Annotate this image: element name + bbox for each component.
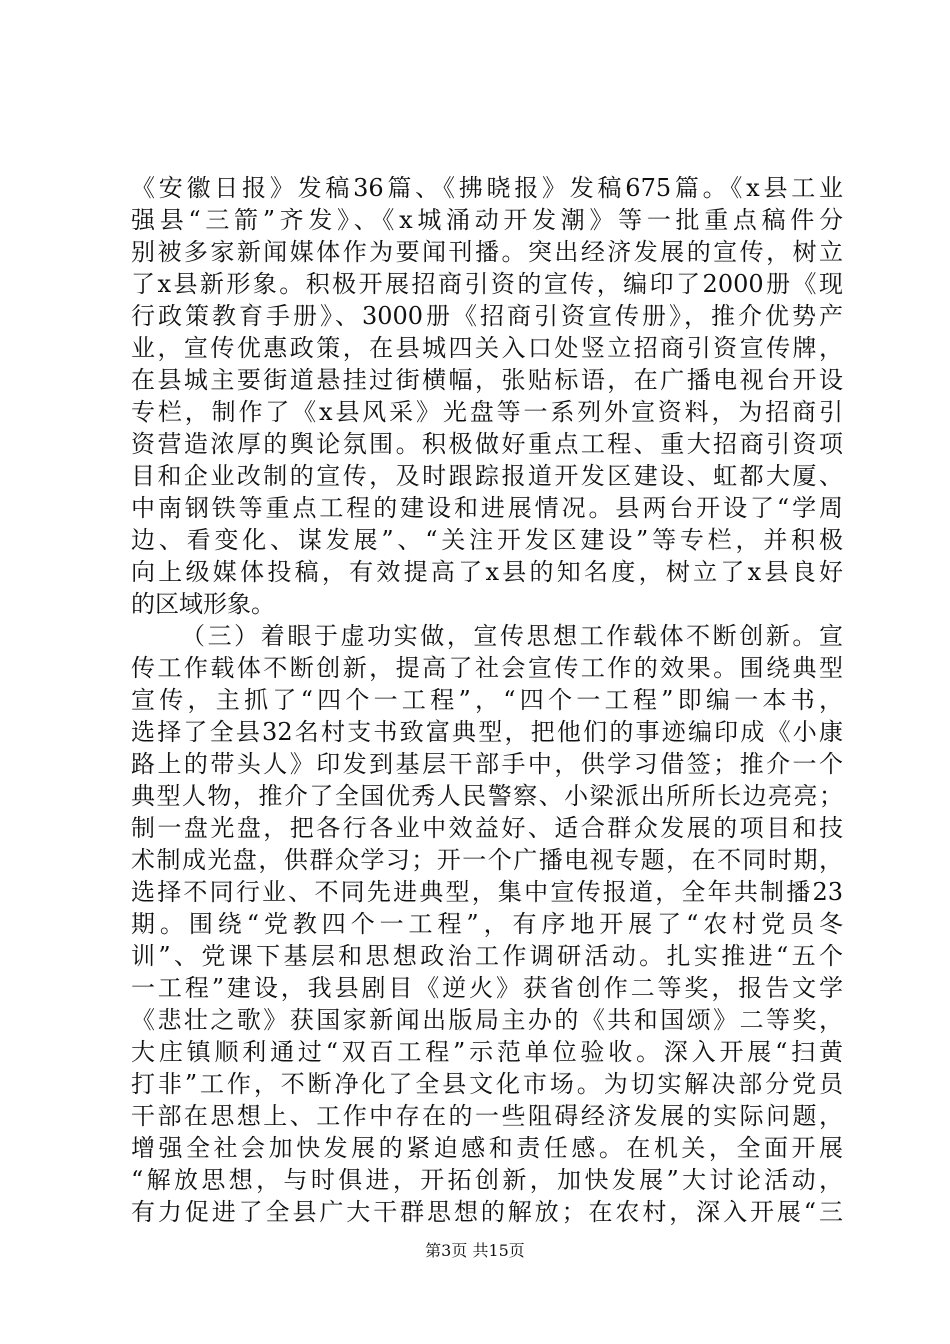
text-line: 打非”工作，不断净化了全县文化市场。为切实解决部分党员	[131, 1070, 843, 1098]
text-line: 《安徽日报》发稿36篇、《拂晓报》发稿675篇。《x县工业	[131, 174, 843, 202]
text-line: 在县城主要街道悬挂过街横幅，张贴标语，在广播电视台开设	[131, 366, 843, 394]
text-line: 目和企业改制的宣传，及时跟踪报道开发区建设、虹都大厦、	[131, 462, 843, 490]
text-line: 的区域形象。	[131, 590, 275, 618]
paragraph-heading-line: （三）着眼于虚功实做，宣传思想工作载体不断创新。宣	[181, 622, 843, 650]
text-line: 了x县新形象。积极开展招商引资的宣传，编印了2000册《现	[131, 270, 843, 298]
text-line: 边、看变化、谋发展”、“关注开发区建设”等专栏，并积极	[131, 526, 843, 554]
text-line: 训”、党课下基层和思想政治工作调研活动。扎实推进“五个	[131, 942, 843, 970]
text-line: 宣传，主抓了“四个一工程”，“四个一工程”即编一本书，	[131, 686, 843, 714]
text-line: 资营造浓厚的舆论氛围。积极做好重点工程、重大招商引资项	[131, 430, 843, 458]
text-line: 中南钢铁等重点工程的建设和进展情况。县两台开设了“学周	[131, 494, 843, 522]
text-line: 典型人物，推介了全国优秀人民警察、小梁派出所所长边亮亮；	[131, 782, 843, 810]
text-line: 向上级媒体投稿，有效提高了x县的知名度，树立了x县良好	[131, 558, 843, 586]
text-line: 行政策教育手册》、3000册《招商引资宣传册》，推介优势产	[131, 302, 843, 330]
text-line: 路上的带头人》印发到基层干部手中，供学习借签；推介一个	[131, 750, 843, 778]
text-line: 选择不同行业、不同先进典型，集中宣传报道，全年共制播23	[131, 878, 843, 906]
text-line: 制一盘光盘，把各行各业中效益好、适合群众发展的项目和技	[131, 814, 843, 842]
text-line: “解放思想，与时俱进，开拓创新，加快发展”大讨论活动，	[131, 1166, 843, 1194]
text-line: 选择了全县32名村支书致富典型，把他们的事迹编印成《小康	[131, 718, 843, 746]
text-line: 干部在思想上、工作中存在的一些阻碍经济发展的实际问题，	[131, 1102, 843, 1130]
text-line: 期。围绕“党教四个一工程”，有序地开展了“农村党员冬	[131, 910, 843, 938]
text-line: 有力促进了全县广大干群思想的解放；在农村，深入开展“三	[131, 1198, 843, 1226]
text-line: 《悲壮之歌》获国家新闻出版局主办的《共和国颂》二等奖，	[131, 1006, 843, 1034]
text-line: 术制成光盘，供群众学习；开一个广播电视专题，在不同时期，	[131, 846, 843, 874]
text-line: 大庄镇顺利通过“双百工程”示范单位验收。深入开展“扫黄	[131, 1038, 843, 1066]
text-line: 增强全社会加快发展的紧迫感和责任感。在机关，全面开展	[131, 1134, 843, 1162]
text-line: 一工程”建设，我县剧目《逆火》获省创作二等奖，报告文学	[131, 974, 843, 1002]
document-body	[131, 172, 843, 1228]
text-line: 强县“三箭”齐发》、《x城涌动开发潮》等一批重点稿件分	[131, 206, 843, 234]
page-number-footer: 第3页 共15页	[425, 1241, 525, 1260]
text-line: 别被多家新闻媒体作为要闻刊播。突出经济发展的宣传，树立	[131, 238, 843, 266]
text-line: 业，宣传优惠政策，在县城四关入口处竖立招商引资宣传牌，	[131, 334, 843, 362]
text-line: 传工作载体不断创新，提高了社会宣传工作的效果。围绕典型	[131, 654, 843, 682]
text-line: 专栏，制作了《x县风采》光盘等一系列外宣资料，为招商引	[131, 398, 843, 426]
